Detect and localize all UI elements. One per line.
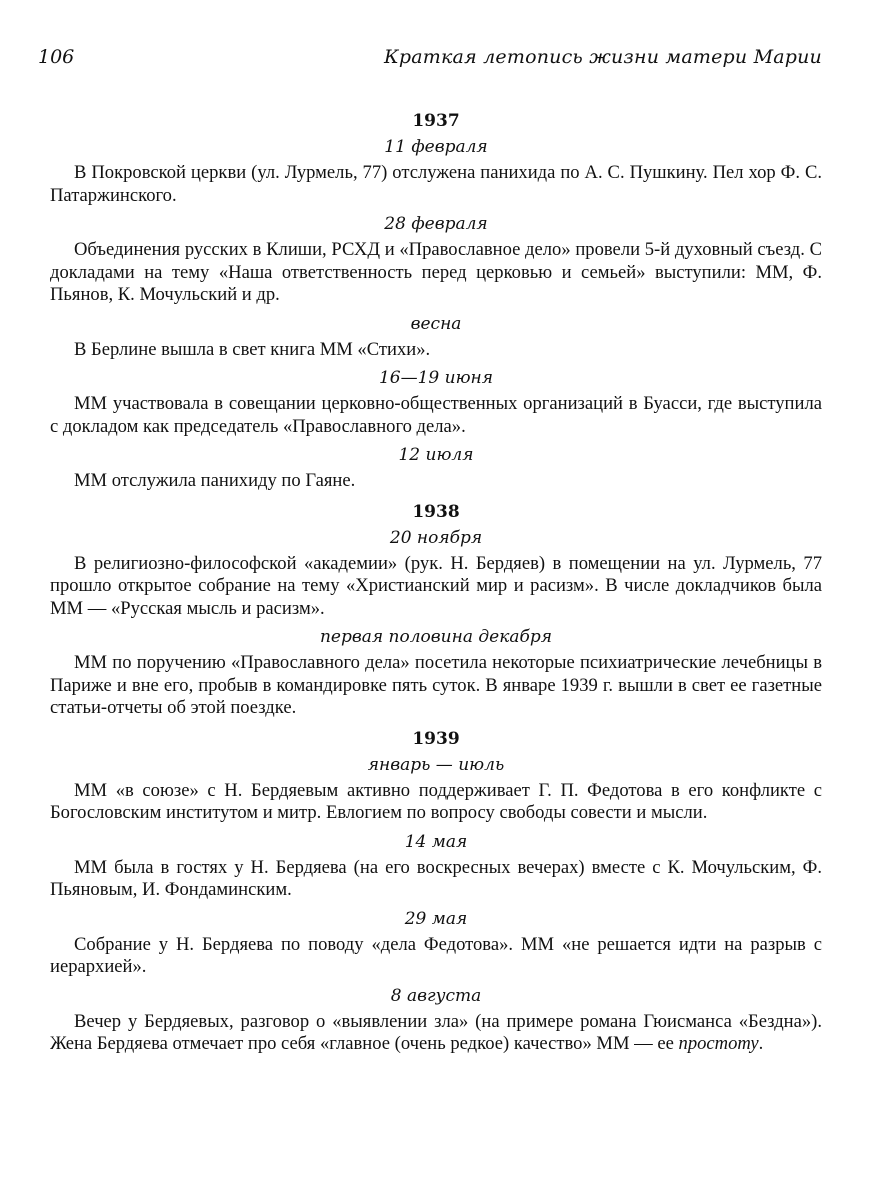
entry-date: 20 ноября — [389, 527, 483, 548]
entry-date: январь — июль — [367, 754, 505, 775]
entry-date: 8 августа — [390, 985, 482, 1006]
entry-text: В Покровской церкви (ул. Лурмель, 77) отслужена панихида по А. С. Пушкину. Пел хор Ф. С. Патаржинского. — [50, 162, 822, 206]
entry-text: В Берлине вышла в свет книга ММ «Стихи». — [74, 338, 431, 360]
entry-date: 28 февраля — [384, 214, 488, 234]
entry-date: 16—19 июня — [378, 368, 494, 388]
page-number: 106 — [38, 46, 75, 68]
year-heading: 1938 — [412, 501, 460, 522]
entry-text: ММ была в гостях у Н. Бердяева (на его воскресных вечерах) вместе с К. Мочульским, Ф. Пьяновым, И. Фондаминским. — [50, 856, 822, 900]
entry-date: первая половина декабря — [319, 627, 553, 647]
emphasized-word: простоту — [678, 1033, 759, 1054]
entry-date: 11 февраля — [384, 137, 488, 157]
entry-date: 12 июля — [398, 445, 474, 465]
entry-text: Собрание у Н. Бердяева по поводу «дела Федотова». ММ «не решается идти на разрыв с иерархией». — [50, 933, 822, 977]
entry-text-end: . — [758, 1033, 764, 1054]
entry-text-with-emphasis — [50, 1011, 822, 1056]
entry-date: 29 мая — [404, 908, 468, 929]
entry-text: ММ участвовала в совещании церковно-общественных организаций в Буасси, где выступила с докладом как председатель «Православного дела». — [50, 393, 822, 437]
entry-date: 14 мая — [404, 831, 468, 852]
entry-text: ММ по поручению «Православного дела» посетила некоторые психиатрические лечебницы в Париже и вне его, пробыв в командировке пять суток. В январе 1939 г. вышли в свет ее газетные статьи-отчеты об этой поездке. — [50, 652, 822, 718]
year-heading: 1939 — [412, 728, 460, 749]
entry-text: Объединения русских в Клиши, РСХД и «Православное дело» провели 5-й духовный съезд. С докладами на тему «Наша ответственность перед церковью и семьей» выступили: ММ, Ф. Пьянов, К. Мочульский и др. — [50, 239, 822, 305]
entry-text: Вечер у Бердяевых, разговор о «выявлении зла» (на примере романа Гюисманса «Бездна»). Жена Бердяева отмечает про себя «главное (очень редкое) качество» ММ — ее — [50, 1010, 822, 1054]
chronicle-body — [50, 104, 822, 1062]
running-header: Краткая летопись жизни матери Марии — [384, 46, 822, 68]
entry-text: В религиозно-философской «академии» (рук. Н. Бердяев) в помещении на ул. Лурмель, 77 прошло открытое собрание на тему «Христианский мир и расизм». В числе докладчиков была ММ — «Русская мысль и расизм». — [50, 552, 822, 619]
entry-text: ММ отслужила панихиду по Гаяне. — [74, 470, 356, 491]
entry-date: весна — [410, 313, 462, 334]
year-heading: 1937 — [412, 111, 460, 131]
entry-text: ММ «в союзе» с Н. Бердяевым активно поддерживает Г. П. Федотова в его конфликте с Богословским институтом и митр. Евлогием по вопросу свободы совести и мысли. — [50, 779, 822, 823]
